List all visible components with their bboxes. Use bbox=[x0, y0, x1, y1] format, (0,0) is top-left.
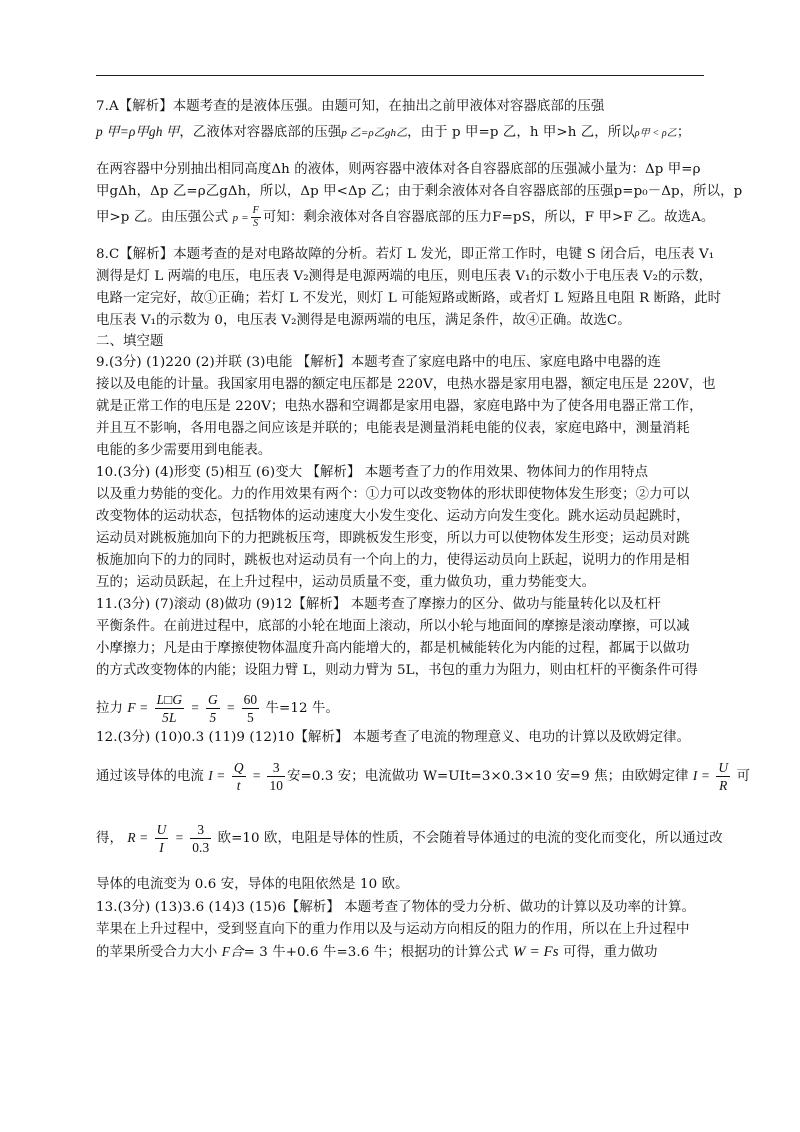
q12-frac5-den: 0.3 bbox=[192, 840, 210, 855]
q8-line-3: 电路一定完好，故①正确；若灯 L 不发光，则灯 L 可能短路或断路，或者灯 L 短路且电阻 R 断路，此时 bbox=[96, 291, 722, 306]
q7-line-2 bbox=[96, 121, 708, 145]
q12-frac4-den: I bbox=[159, 840, 164, 855]
q11-fraction-2 bbox=[206, 691, 220, 726]
q7-frac-num: F bbox=[252, 205, 259, 216]
q11-line-1: 11.(3分) (7)滚动 (8)做功 (9)12【解析】 本题考查了摩擦力的区分、做功与能量转化以及杠杆 bbox=[96, 597, 662, 612]
q10-line-2: 以及重力势能的变化。力的作用效果有两个：①力可以改变物体的形状即使物体发生形变；②力可以 bbox=[96, 487, 690, 502]
q12-I-eq-2: I = bbox=[692, 768, 711, 783]
q11-line-5: 拉力 F = $\frac{L□G}{5L}$ = $\frac{G}{5}$ = $\frac{60}{5}$ 牛=12 牛。 bbox=[96, 692, 339, 725]
q7-text: ，乙液体对容器底部的压强 bbox=[179, 125, 342, 140]
q11-frac3-den: 5 bbox=[246, 710, 254, 725]
q7-line-4: 甲gΔh，Δp 乙=ρ乙gΔh，所以，Δp 甲<Δp 乙；由于剩余液体对各自容器底部的压强p=p₀－Δp，所以，p bbox=[96, 184, 743, 199]
q12-work-text: 安=0.3 安；电流做功 W=UIt=3×0.3×10 安=9 焦；由欧姆定律 bbox=[287, 769, 689, 784]
q7-frac-den: S bbox=[253, 218, 259, 229]
q12-line-4: 导体的电流变为 0.6 安，导体的电阻依然是 10 欧。 bbox=[96, 877, 409, 892]
q11-frac3-num: 60 bbox=[243, 692, 258, 707]
q11-frac2-num: G bbox=[207, 692, 218, 707]
q12-frac1-den: t bbox=[236, 778, 241, 793]
q11-line-4: 的方式改变物体的内能；设阻力臂 L，则动力臂为 5L，书包的重力为阻力，则由杠杆的平衡条件可得 bbox=[96, 663, 698, 678]
q7-formula-yi: p 乙=ρ乙gh乙 bbox=[341, 127, 408, 139]
q7-p-jia: p 甲= bbox=[96, 124, 129, 139]
q12-fraction-4 bbox=[155, 821, 169, 856]
q11-line-3: 小摩擦力；凡是由于摩擦使物体温度升高内能增大的，都是机械能转化为内能的过程，都属于以做功 bbox=[96, 641, 690, 656]
q12-frac1-num: Q bbox=[233, 760, 244, 775]
q10-line-5: 板施加向下的力的同时，跳板也对运动员有一个向上的力，使得运动员向上跃起，说明力的作用是相 bbox=[96, 553, 690, 568]
q12-frac2-den: 10 bbox=[269, 778, 284, 793]
q7-density-compare: ρ甲 < ρ乙 bbox=[634, 128, 677, 139]
q8-line-2: 测得是灯 L 两端的电压，电压表 V₂测得是电源两端的电压，则电压表 V₁的示数小于电压表 V₂的示数， bbox=[96, 269, 713, 284]
q9-line-4: 并且互不影响，各用电器之间应该是并联的；电能表是测量消耗电能的仪表，家庭电路中，测量消耗 bbox=[96, 421, 690, 436]
q7-formula-jia: ρ甲gh 甲 bbox=[128, 124, 180, 139]
q12-R-eq: R = bbox=[127, 830, 149, 845]
q11-fraction-3 bbox=[242, 691, 260, 726]
q12-I-eq: I = bbox=[208, 768, 226, 783]
section-heading: 二、填空题 bbox=[96, 334, 164, 349]
q9-line-2: 接以及电能的计量。我国家用电器的额定电压都是 220V，电热水器是家用电器，额定电压是 220V，也 bbox=[96, 377, 716, 392]
q11-line-2: 平衡条件。在前进过程中，底部的小轮在地面上滚动，所以小轮与地面间的摩擦是滚动摩擦，可以减 bbox=[96, 619, 690, 634]
q11-pull-label: 拉力 bbox=[96, 701, 123, 716]
q7-line-1: 7.A【解析】本题考查的是液体压强。由题可知，在抽出之前甲液体对容器底部的压强 bbox=[96, 99, 605, 114]
q13-work-formula: W = Fs bbox=[513, 944, 559, 960]
q12-line-3: 得， R = $\frac{U}{I}$ = $\frac{3}{0.3}$ 欧=10 欧，电阻是导体的性质，不会随着导体通过的电流的变化而变化，所以通过改 bbox=[96, 822, 723, 855]
q12-line-1: 12.(3分) (10)0.3 (11)9 (12)10【解析】 本题考查了电流的物理意义、电功的计算以及欧姆定律。 bbox=[96, 730, 691, 745]
q11-F-eq: F = bbox=[127, 700, 149, 715]
q8-line-4: 电压表 V₁的示数为 0，电压表 V₂测得是电源两端的电压，满足条件，故④正确。故选C。 bbox=[96, 313, 631, 328]
q10-line-1: 10.(3分) (4)形变 (5)相互 (6)变大 【解析】 本题考查了力的作用效果、物体间力的作用特点 bbox=[96, 465, 649, 480]
q13-line-3 bbox=[96, 941, 708, 964]
q12-current-label: 通过该导体的电流 bbox=[96, 769, 204, 784]
q12-fraction-1 bbox=[232, 759, 246, 794]
q12-ke: 可 bbox=[736, 769, 751, 784]
q9-line-1: 9.(3分) (1)220 (2)并联 (3)电能 【解析】本题考查了家庭电路中的电压、家庭电路中电器的连 bbox=[96, 355, 662, 370]
q12-resistance-text: 欧=10 欧，电阻是导体的性质，不会随着导体通过的电流的变化而变化，所以通过改 bbox=[217, 831, 723, 846]
q10-line-3: 改变物体的运动状态，包括物体的运动速度大小发生变化、运动方向发生变化。跳水运动员起跳时， bbox=[96, 509, 690, 524]
q13-line-2: 苹果在上升过程中，受到竖直向下的重力作用以及与运动方向相反的阻力的作用，所以在上升过程中 bbox=[96, 922, 690, 937]
q12-frac5-num: 3 bbox=[190, 821, 211, 839]
q9-line-3: 就是正常工作的电压是 220V；电热水器和空调都是家用电器，家庭电路中为了使各用电器正常工作， bbox=[96, 399, 703, 414]
q13-end-text: 可得，重力做功 bbox=[563, 945, 658, 960]
q10-line-4: 运动员对跳板施加向下的力把跳板压弯，即跳板发生形变，所以力可以使物体发生形变；运动员对跳 bbox=[96, 531, 690, 546]
q7-p-eq: p = bbox=[232, 212, 249, 224]
q12-frac3-num: U bbox=[718, 760, 729, 775]
q12-frac3-den: R bbox=[719, 778, 728, 793]
q7-semicolon: ； bbox=[676, 125, 691, 140]
q12-frac4-num: U bbox=[156, 822, 167, 837]
q12-frac2-num: 3 bbox=[267, 759, 285, 777]
header-rule bbox=[96, 75, 704, 76]
q8-line-1: 8.C【解析】本题考查的是对电路故障的分析。若灯 L 发光，即正常工作时，电键 S 闭合后，电压表 V₁ bbox=[96, 247, 715, 262]
q7-fraction bbox=[251, 205, 261, 230]
q7-text-2: ，由于 p 甲=p 乙，h 甲>h 乙，所以 bbox=[407, 125, 635, 140]
q11-frac1-num: L□G bbox=[156, 692, 183, 707]
q12-fraction-3 bbox=[716, 759, 730, 794]
q12-fraction-5 bbox=[190, 821, 211, 856]
q13-force-label: 的苹果所受合力大小 bbox=[96, 945, 218, 960]
q13-force-text: = 3 牛+0.6 牛=3.6 牛；根据功的计算公式 bbox=[243, 945, 509, 960]
q9-line-5: 电能的多少需要用到电能表。 bbox=[96, 443, 272, 458]
q7-line-5 bbox=[96, 205, 715, 230]
q7-l5-text-2: 可知：剩余液体对各自容器底部的压力F=pS，所以，F 甲>F 乙。故选A。 bbox=[262, 210, 715, 225]
q12-de: 得， bbox=[96, 831, 123, 846]
q7-l5-text: 甲>p 乙。由压强公式 bbox=[96, 210, 229, 225]
q10-line-6: 互的；运动员跃起，在上升过程中，运动员质量不变，重力做负功，重力势能变大。 bbox=[96, 575, 596, 590]
q13-F-he: F合 bbox=[221, 944, 244, 959]
q11-frac1-den: 5L bbox=[162, 710, 177, 725]
q12-fraction-2 bbox=[267, 759, 285, 794]
q13-line-1: 13.(3分) (13)3.6 (14)3 (15)6【解析】 本题考查了物体的受力分析、做功的计算以及功率的计算。 bbox=[96, 900, 695, 915]
q11-result: 牛=12 牛。 bbox=[265, 701, 339, 716]
q11-fraction-1 bbox=[155, 691, 185, 726]
q11-frac2-den: 5 bbox=[209, 710, 217, 725]
q12-line-2: 通过该导体的电流 I = $\frac{Q}{t}$ = $\frac{3}{10}$ 安=0.3 安；电流做功 W=UIt=3×0.3×10 安=9 焦；由欧姆定律 I = $\frac{U}{R}$ 可 bbox=[96, 760, 751, 793]
q7-line-3: 在两容器中分别抽出相同高度Δh 的液体，则两容器中液体对各自容器底部的压强减小量为：Δp 甲=ρ bbox=[96, 162, 701, 177]
